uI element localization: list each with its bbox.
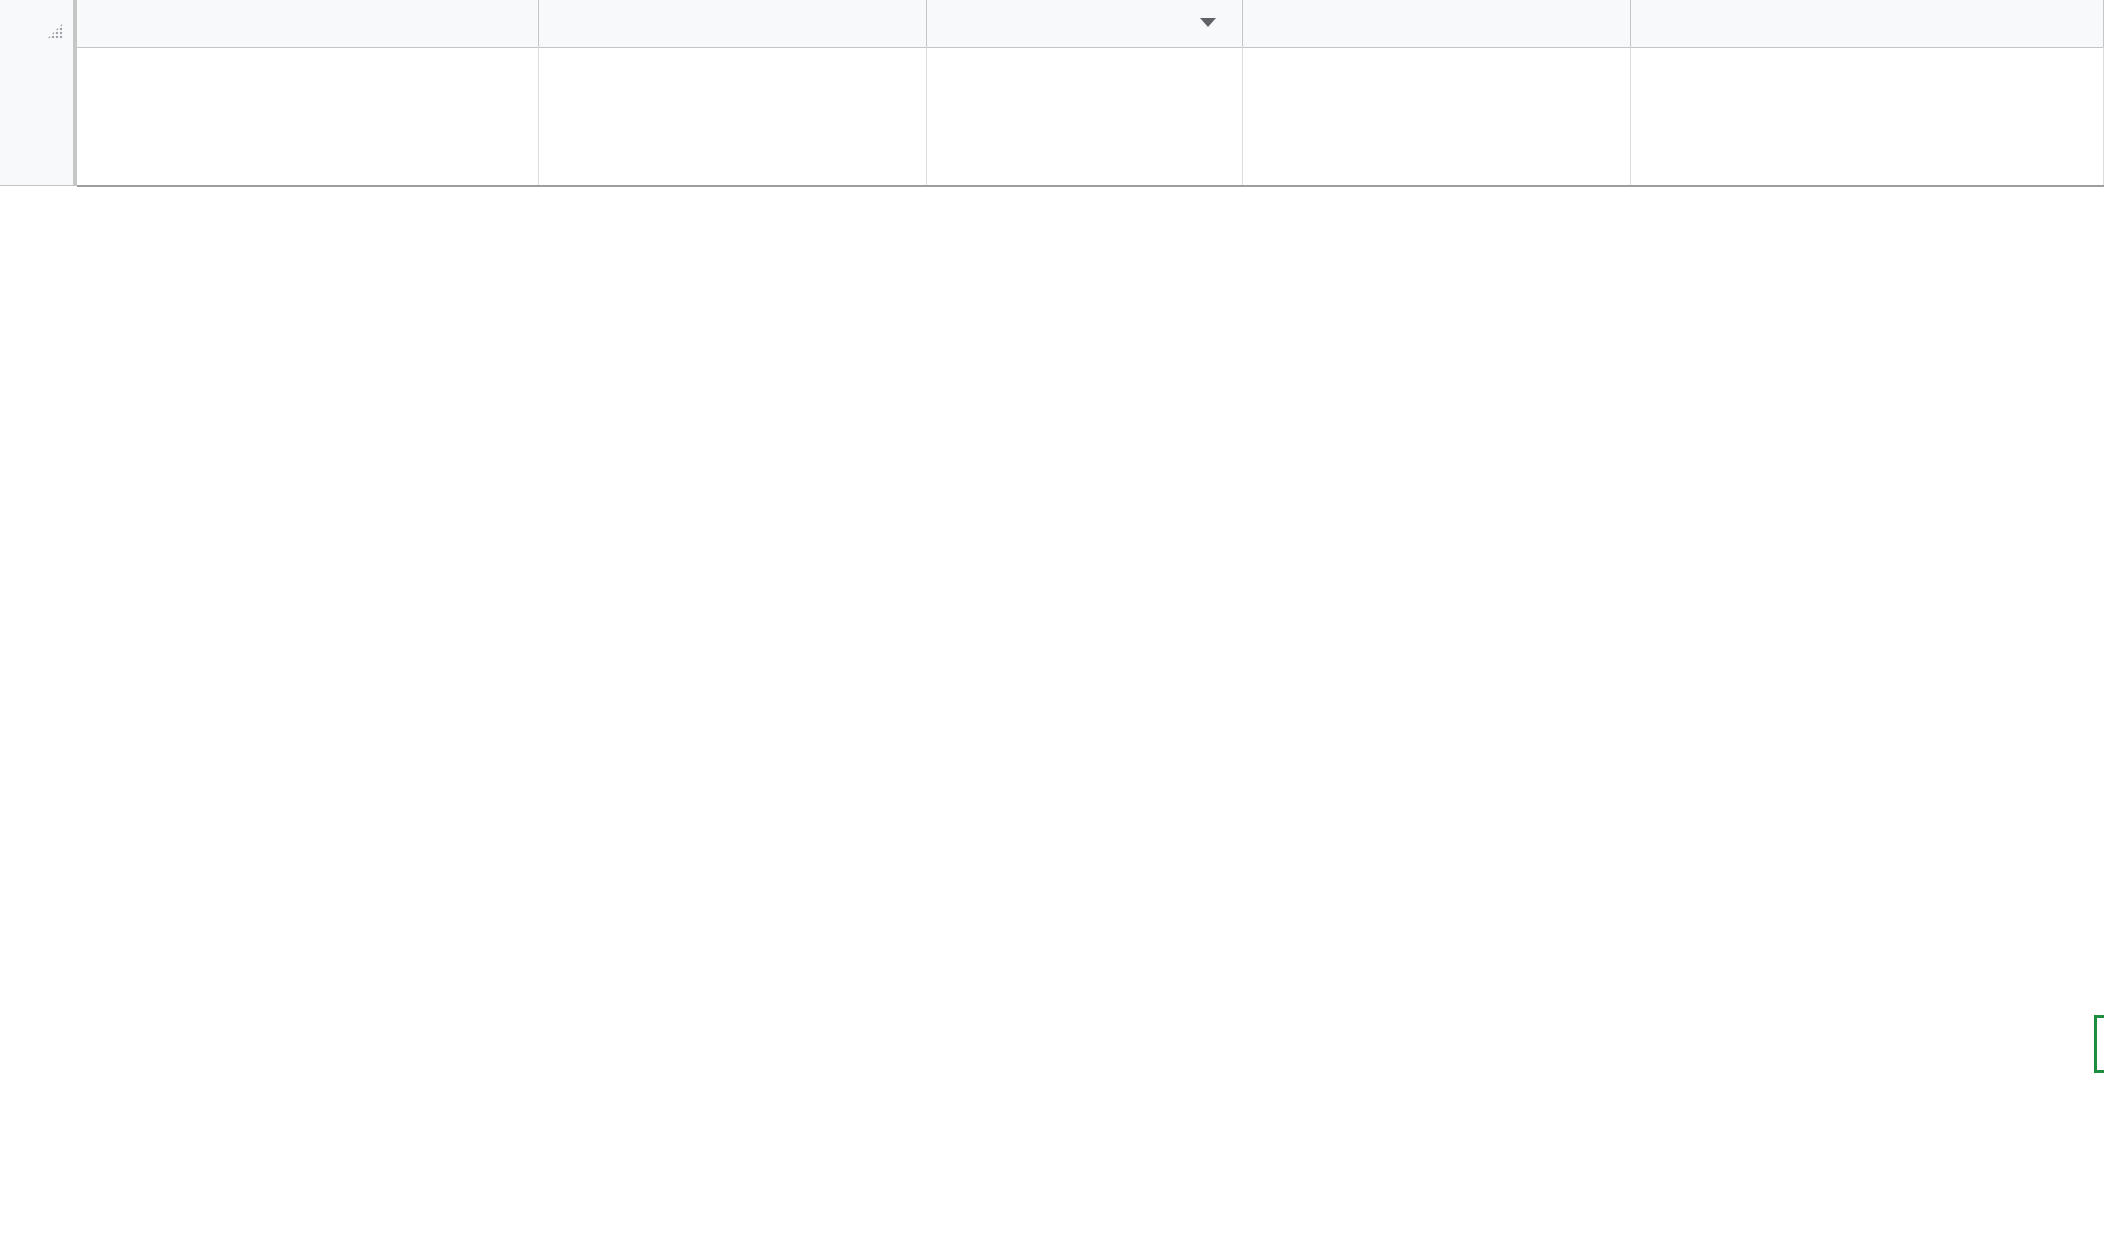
column-header-e[interactable]	[1631, 0, 2104, 47]
header-cell-usd-price-credit[interactable]	[927, 47, 1243, 186]
header-divider	[77, 185, 2104, 187]
grip-icon	[47, 23, 63, 39]
filter-dropdown-icon[interactable]	[1200, 18, 1216, 27]
header-cell-monthly-amount[interactable]	[1243, 47, 1631, 186]
column-header-b[interactable]	[539, 0, 927, 47]
header-cell-credits-year[interactable]	[539, 47, 927, 186]
header-cell-yearly-amount[interactable]	[1631, 47, 2104, 186]
select-all-corner[interactable]	[0, 0, 77, 47]
row-header-1[interactable]	[0, 47, 77, 186]
column-header-c[interactable]	[927, 0, 1243, 47]
header-cell-add-on-plan[interactable]	[77, 47, 539, 186]
active-cell-indicator	[2094, 1015, 2104, 1073]
column-header-a[interactable]	[77, 0, 539, 47]
column-header-d[interactable]	[1243, 0, 1631, 47]
